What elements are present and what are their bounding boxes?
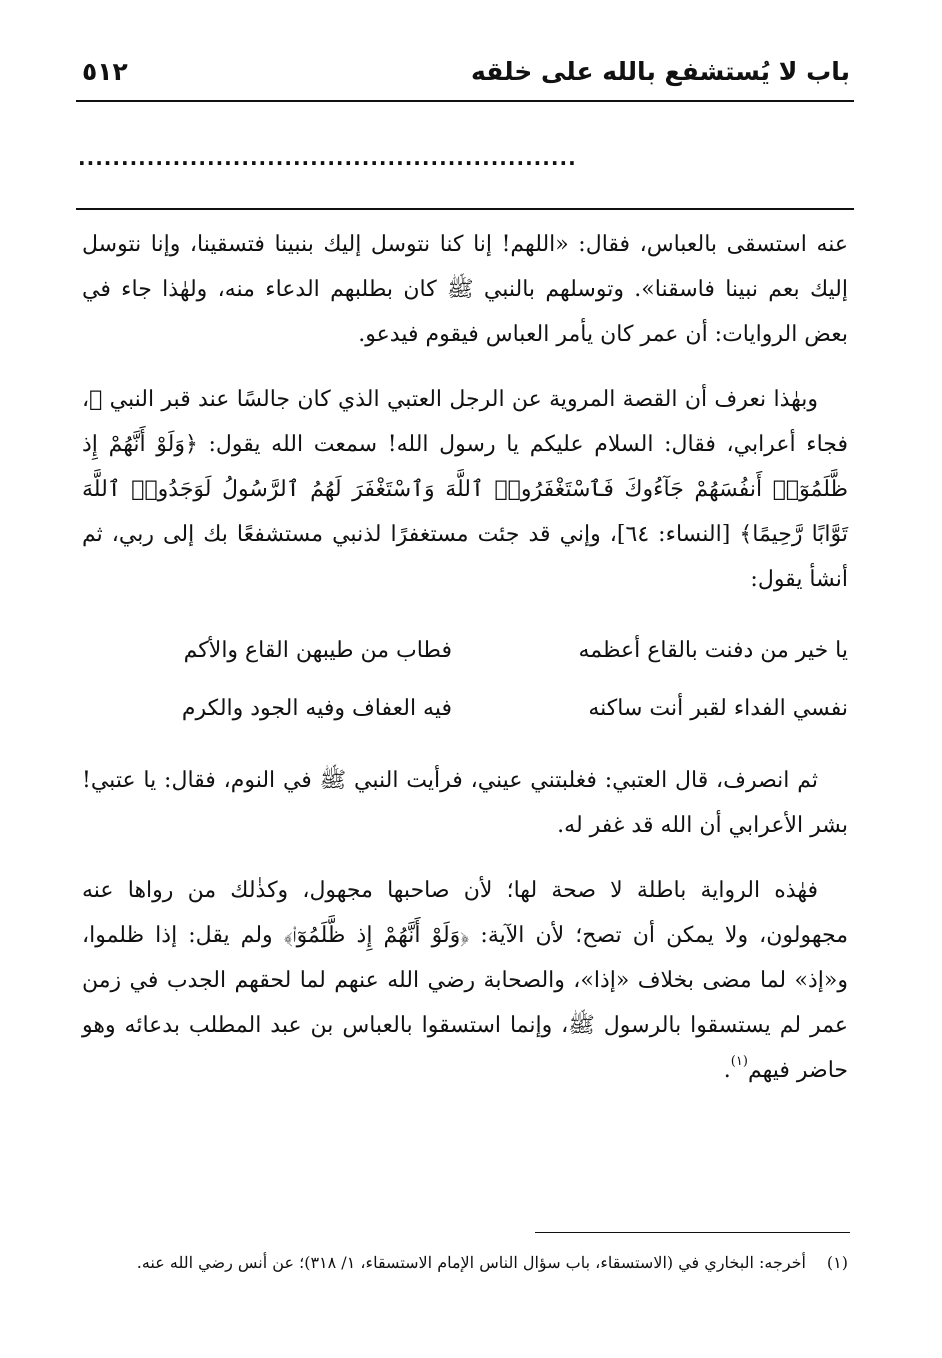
page-number: ٥١٢	[82, 57, 128, 86]
chapter-title: باب لا يُستشفع بالله على خلقه	[470, 57, 850, 86]
paragraph-4: فهٰذه الرواية باطلة لا صحة لها؛ لأن صاحبها مجهول، وكذٰلك من رواها عنه مجهولون، ولا يمكن أن تصح؛ لأن الآية: ﴿وَلَوْ أَنَّهُمْ إِذ ظَّلَمُوٓا۟﴾ ولم يقل: إذا ظلموا، و«إذ» لما مضى بخلاف «إذا»، والصحابة رضي الله عنهم لما لحقهم الجدب في زمن عمر لم يستسقوا بالرسول ﷺ، وإنما استسقوا بالعباس بن عبد المطلب بدعائه وهو حاضر فيهم$^{(١)}$.	[82, 878, 848, 1083]
poem-verse	[82, 622, 848, 680]
header-rule	[76, 100, 854, 102]
paragraph-4-text: فهٰذه الرواية باطلة لا صحة لها؛ لأن صاحبها مجهول، وكذٰلك من رواها عنه مجهولون، ولا يمكن أن تصح؛ لأن الآية: ﴿وَلَوْ أَنَّهُمْ إِذ ظَّلَمُوٓا۟﴾ ولم يقل: إذا ظلموا، و«إذ» لما مضى بخلاف «إذا»، والصحابة رضي الله عنهم لما لحقهم الجدب في زمن عمر لم يستسقوا بالرسول ﷺ، وإنما استسقوا بالعباس بن عبد المطلب بدعائه وهو حاضر فيهم	[82, 878, 848, 1083]
running-header	[82, 52, 850, 96]
verse-first-hemistich: يا خير من دفنت بالقاع أعظمه	[578, 638, 848, 663]
footnote-text: أخرجه: البخاري في (الاستسقاء، باب سؤال الناس الإمام الاستسقاء، ١/ ٣١٨)؛ عن أنس رضي الله عنه.	[136, 1253, 806, 1272]
dotted-separator: ..........................................................	[78, 146, 577, 170]
verse-second-hemistich: فطاب من طيبهن القاع والأكم	[183, 638, 452, 663]
paragraph-3: ثم انصرف، قال العتبي: فغلبتني عيني، فرأيت النبي ﷺ في النوم، فقال: يا عتبي! بشر الأعرابي أن الله قد غفر له.	[82, 768, 848, 838]
poem	[82, 622, 848, 738]
verse-first-hemistich: نفسي الفداء لقبر أنت ساكنه	[588, 696, 848, 721]
footnotes	[82, 1246, 848, 1280]
paragraph-1: عنه استسقى بالعباس، فقال: «اللهم! إنا كنا نتوسل إليك بنبينا فتسقينا، وإنا نتوسل إليك بعم نبينا فاسقنا». وتوسلهم بالنبي ﷺ كان بطلبهم الدعاء منه، ولهٰذا جاء في بعض الروايات: أن عمر كان يأمر العباس فيقوم فيدعو.	[82, 232, 848, 347]
footnote-marker[interactable]: (١)	[730, 1054, 748, 1069]
footnote-rule	[535, 1232, 850, 1233]
footnote-number: (١)	[826, 1253, 848, 1272]
main-text	[82, 222, 848, 1116]
footnote-item	[82, 1246, 848, 1280]
poem-verse	[82, 680, 848, 738]
verse-second-hemistich: فيه العفاف وفيه الجود والكرم	[181, 696, 452, 721]
paragraph-2: وبهٰذا نعرف أن القصة المروية عن الرجل العتبي الذي كان جالسًا عند قبر النبي ﷺ، فجاء أعرابي، فقال: السلام عليكم يا رسول الله! سمعت الله يقول: ﴿وَلَوْ أَنَّهُمْ إِذ ظَّلَمُوٓا۟ أَنفُسَهُمْ جَآءُوكَ فَٱسْتَغْفَرُوا۟ ٱللَّهَ وَٱسْتَغْفَرَ لَهُمُ ٱلرَّسُولُ لَوَجَدُوا۟ ٱللَّهَ تَوَّابًا رَّحِيمًا﴾ [النساء: ٦٤]، وإني قد جئت مستغفرًا لذنبي مستشفعًا بك إلى ربي، ثم أنشأ يقول:	[82, 387, 848, 592]
text-top-rule	[76, 208, 854, 210]
